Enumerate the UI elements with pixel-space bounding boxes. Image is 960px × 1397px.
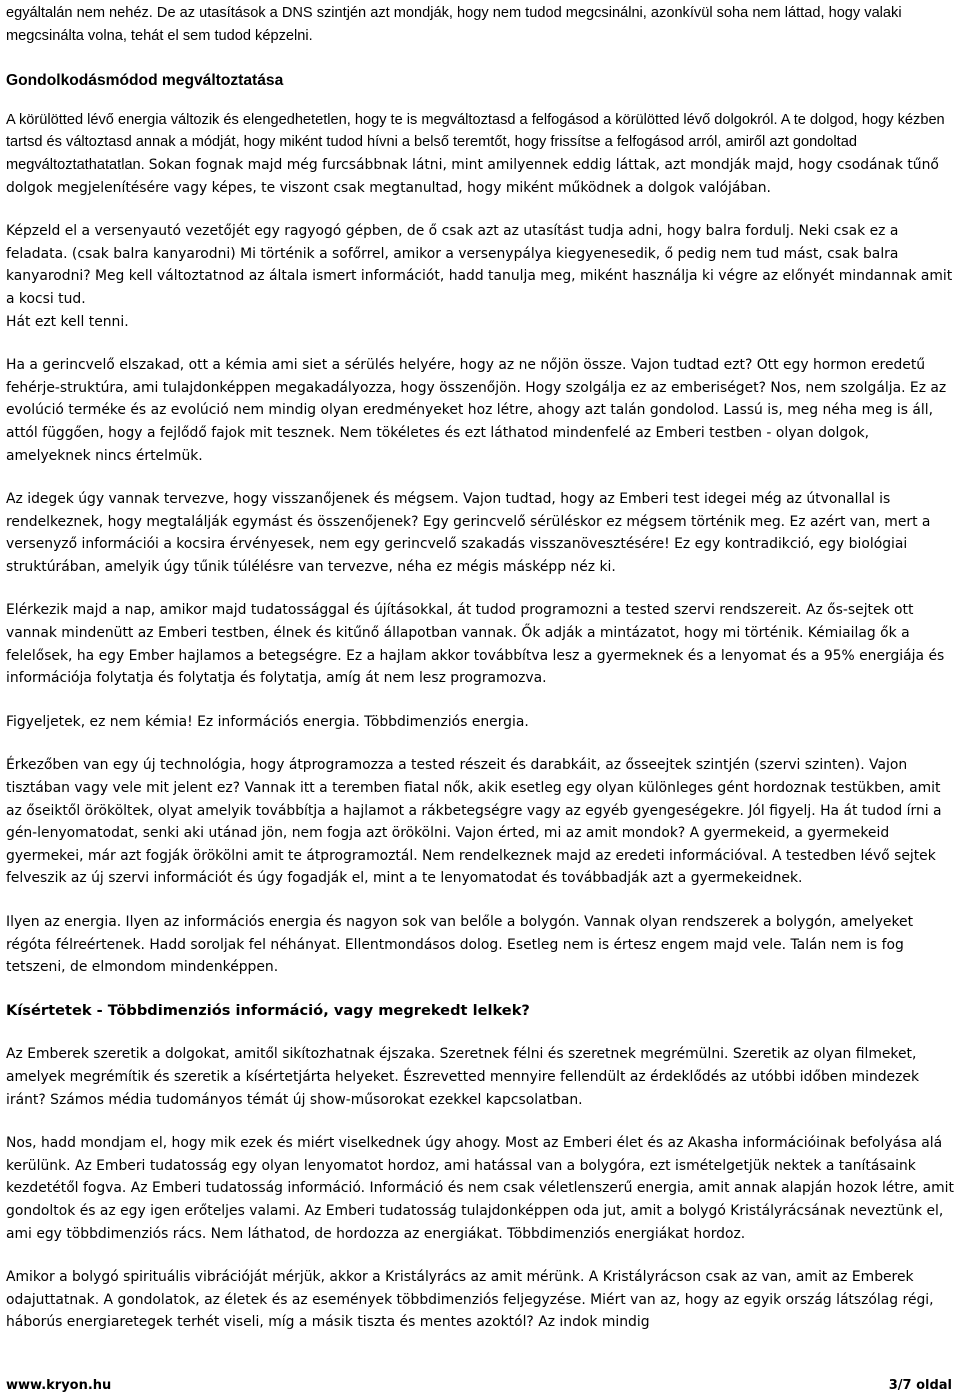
paragraph-energy-change-part1: A körülötted lévő energia változik és elengedhetetlen, hogy te is megváltoztasd a felfogásod a körülötted lévő dolgokról. A te dolgod, hogy kézben tartsd és változtasd annak a módját, hogy miként tudod hívni a belső teremtőt, hogy frissítse a felfogásod arról, amiről azt gondoltad megváltoztathatatlan. [6, 111, 945, 173]
paragraph-akasha: Nos, hadd mondjam el, hogy mik ezek és miért viselkednek úgy ahogy. Most az Emberi élet és az Akasha információinak befolyása alá kerülünk. Az Emberi tudatosság egy olyan lenyomatot hordoz, ami hatással van a bolygóra, ezt ismételgetjük nektek a tanításaink kezdetétől fogva. Az Emberi tudatosság információ. Információ és nem csak véletlenszerű energia, amit annak alapján hozok létre, amit gondoltok és az egy igen erőteljes valami. Az Emberi tudatosság tulajdonképpen oda jut, amit a bolygó Kristályrácsának neveztünk el, ami egy többdimenziós rács. Nem láthatod, de hordozza az energiákat. Többdimenziós energiákat hordoz. [6, 1135, 954, 1242]
paragraph-crystalline-grid: Amikor a bolygó spirituális vibrációját mérjük, akkor a Kristályrács az amit mérünk. A Kristályrácson csak az van, amit az Emberek odajuttatnak. A gondolatok, az életek és az események többdimenziós feljegyzése. Miért van az, hogy az egyik ország látszólag régi, háborús energiaretegek terhét viseli, míg a másik tiszta és mentes azoktól? Az indok mindig [6, 1269, 934, 1331]
paragraph-reprogramming: Elérkezik majd a nap, amikor majd tudatossággal és újításokkal, át tudod programozni a tested szervi rendszereit. Az ős-sejtek ott vannak mindenütt az Emberi testben, élnek és kitűnő állapotban vannak. Ők adják a mintázatot, hogy mi történik. Kémiailag ők a felelősek, ha egy Ember hajlamos a betegségre. Ez a hajlam akkor továbbítva lesz a gyermeknek és a lenyomat és a 95% energiája és információja folytatja és folytatja és folytatja, amíg át nem lesz programozva. [6, 602, 945, 687]
footer-url[interactable]: www.kryon.hu [6, 1378, 112, 1393]
paragraph-new-technology: Érkezőben van egy új technológia, hogy átprogramozza a tested részeit és darabkáit, az ősseejtek szintjén (szervi szinten). Vajon tisztában vagy vele mit jelent ez? Vannak itt a teremben fiatal nők, akik esetleg egy olyan különleges gént hordoznak testükben, amit az őseiktől örököltek, olyat amelyik továbbítja a hajlamot a rákbetegségre vagy az egyéb gyengeségekre. Jól figyelj. Ha át tudod írni a gén-lenyomatodat, senki aki utánad jön, nem fogja azt örökölni. Vajon érted, mi az amit mondok? A gyermekeid, a gyermekeid gyermekei, már azt fogják örökölni amit te átprogramoztál. Nem rendelkeznek majd az eredeti információval. A testedben lévő sejtek felveszik az új szervi információt és úgy fogadják el, mint a te lenyomatodat és továbbadják azt a gyermekeidnek. [6, 757, 942, 887]
paragraph-energy-change-part2: Sokan fognak majd még furcsábbnak látni, mint amilyennek eddig láttak, azt mondják majd, hogy csodának tűnő dolgok megjelenítésére vagy képes, te viszont csak megtanultad, hogy miként működnek a dolgok valójában. [6, 156, 939, 196]
paragraph-information-energy: Figyeljetek, ez nem kémia! Ez információs energia. Többdimenziós energia. [6, 713, 529, 730]
paragraph-race-car-text: Képzeld el a versenyautó vezetőjét egy ragyogó gépben, de ő csak azt az utasítást tudja adni, hogy balra fordulj. Neki csak ez a feladata. (csak balra kanyarodni) Mi történik a sofőrrel, amikor a versenypálya kiegyenesedik, ő pedig nem tud mást, csak balra kanyarodni? Meg kell változtatnod az általa ismert információt, hadd tanulja meg, miként használja ki végre az előnyét mindannak amit a kocsi tud. [6, 223, 953, 307]
paragraph-energy-systems: Ilyen az energia. Ilyen az információs energia és nagyon sok van belőle a bolygón. Vannak olyan rendszerek a bolygón, amelyeket régóta félreértenek. Hadd soroljak fel néhányat. Ellentmondásos dolog. Esetleg nem is értesz engem majd vele. Talán nem is fog tetszeni, de elmondom mindenképpen. [6, 914, 914, 976]
heading-mindset-change: Gondolkodásmódod megváltoztatása [6, 72, 284, 90]
document-body [6, 2, 954, 1334]
paragraph-spinal-cord: Ha a gerincvelő elszakad, ott a kémia ami siet a sérülés helyére, hogy az ne nőjön össze. Vajon tudtad ezt? Ott egy hormon eredetű fehérje-struktúra, ami tulajdonképpen megakadályozza, hogy összenőjön. Hogy szolgálja ez az emberiséget? Nos, nem szolgálja. Ez az evolúció terméke és az evolúció nem mindig olyan eredményeket hoz létre, ahogy azt talán gondolod. Lassú is, meg néha meg is áll, attól függően, hogy a fejlődő fajok mit tesznek. Nem tökéletes és ezt láthatod mindenfelé az Emberi testben - olyan dolgok, amelyeknek nincs értelmük. [6, 357, 947, 464]
paragraph-intro: egyáltalán nem nehéz. De az utasítások a DNS szintjén azt mondják, hogy nem tudod megcsinálni, azonkívül soha nem láttad, hogy valaki megcsinálta volna, tehát el sem tudod képzelni. [6, 5, 902, 44]
paragraph-race-car-conclusion: Hát ezt kell tenni. [6, 313, 129, 330]
paragraph-nerves: Az idegek úgy vannak tervezve, hogy visszanőjenek és mégsem. Vajon tudtad, hogy az Emberi test idegei még az útvonallal is rendelkeznek, hogy megtalálják egymást és összenőjenek? Egy gerincvelő sérüléskor ez mégsem történik meg. Ez azért van, mert a versenyző információi a kocsira érvényesek, nem egy gerincvelő szakadás visszanövesztésére! Ez egy kontradikció, egy biológiai struktúrában, amelyik úgy tűnik túlélésre van tervezve, néha ez mégis másképp néz ki. [6, 491, 931, 575]
footer-page-number: 3/7 oldal [888, 1378, 952, 1393]
paragraph-fear: Az Emberek szeretik a dolgokat, amitől sikítozhatnak éjszaka. Szeretnek félni és szeretnek megrémülni. Szeretik az olyan filmeket, amelyek megrémítik és szeretik a kísértetjárta helyeket. Észrevetted mennyire fellendült az érdeklődés az utóbbi időben mindezek iránt? Számos média tudományos témát új show-műsorokat ezekkel kapcsolatban. [6, 1046, 919, 1108]
paragraph-energy-change [6, 109, 954, 199]
paragraph-race-car [6, 220, 954, 333]
heading-ghosts: Kísértetek - Többdimenziós információ, vagy megrekedt lelkek? [6, 1001, 530, 1019]
